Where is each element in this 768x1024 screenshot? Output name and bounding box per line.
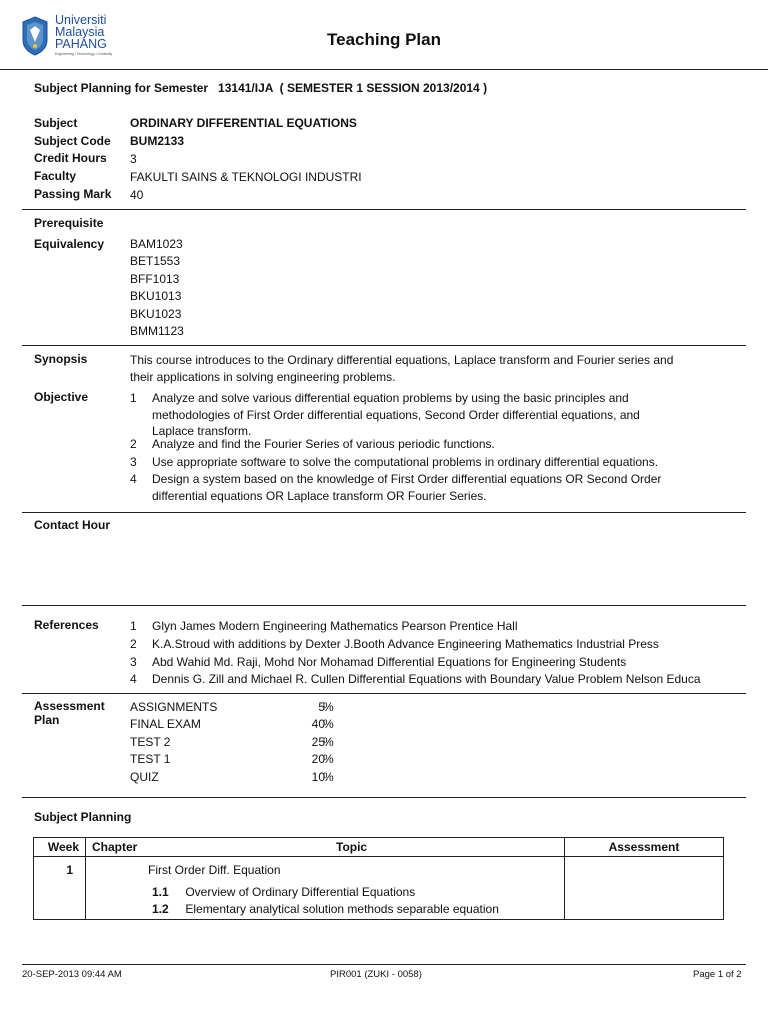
- synopsis-line: This course introduces to the Ordinary differential equations, Laplace transform and Fourier series and: [130, 353, 674, 367]
- assessment-plan-label: [34, 699, 105, 727]
- reference-number: 1: [130, 619, 137, 633]
- column-header-chapter-topic: [86, 838, 565, 857]
- synopsis-line: their applications in solving engineering problems.: [130, 369, 396, 384]
- reference-number: 2: [130, 637, 137, 651]
- table-row: [34, 857, 724, 920]
- references-label: References: [34, 618, 99, 632]
- objective-text: Analyze and find the Fourier Series of various periodic functions.: [152, 437, 495, 451]
- week-cell: 1: [34, 857, 86, 920]
- divider: [22, 345, 746, 346]
- faculty-value: FAKULTI SAINS & TEKNOLOGI INDUSTRI: [130, 170, 362, 184]
- assessment-percent: 25: [311, 735, 325, 749]
- synopsis-text: [130, 352, 730, 385]
- subject-planning-label: Subject Planning: [34, 810, 132, 824]
- subject-label: Subject: [34, 116, 78, 130]
- column-header-week: Week: [34, 838, 86, 857]
- logo-wordmark: Universiti Malaysia PAHANG: [55, 13, 107, 51]
- assessment-percent: 20: [311, 752, 325, 766]
- footer-page-number: Page 1 of 2: [693, 969, 742, 980]
- reference-number: 3: [130, 655, 137, 669]
- prerequisite-label: Prerequisite: [34, 216, 104, 230]
- contact-hour-label: Contact Hour: [34, 518, 110, 532]
- objective-line: methodologies of First Order differential equations, Second Order differential equations, and: [152, 407, 640, 422]
- topic-cell: [86, 857, 565, 920]
- footer-divider: [22, 964, 746, 965]
- reference-text: Dennis G. Zill and Michael R. Cullen Differential Equations with Boundary Value Problem Nelson Educa: [152, 672, 701, 686]
- assessment-percent: 40: [311, 717, 325, 731]
- reference-text: K.A.Stroud with additions by Dexter J.Booth Advance Engineering Mathematics Industrial Press: [152, 637, 659, 651]
- objective-number: 4: [130, 472, 137, 486]
- assessment-name: QUIZ: [130, 770, 159, 784]
- passing-mark-label: Passing Mark: [34, 187, 112, 201]
- faculty-label: Faculty: [34, 169, 77, 183]
- footer-doc-code: PIR001 (ZUKI - 0058): [330, 969, 422, 980]
- assessment-cell: [565, 857, 724, 920]
- assessment-name: TEST 2: [130, 735, 171, 749]
- assessment-name: FINAL EXAM: [130, 717, 201, 731]
- objective-line: Design a system based on the knowledge of First Order differential equations OR Second Order: [152, 472, 662, 486]
- divider: [22, 797, 746, 798]
- subtopic-number: 1.1: [152, 885, 169, 899]
- equivalency-label: Equivalency: [34, 237, 105, 251]
- passing-mark-value: 40: [130, 188, 144, 202]
- divider: [22, 693, 746, 694]
- assessment-label-line: Plan: [34, 713, 60, 727]
- equivalency-item: BKU1023: [130, 307, 182, 321]
- objective-number: 2: [130, 437, 137, 451]
- subject-code-label: Subject Code: [34, 134, 111, 148]
- divider: [22, 605, 746, 606]
- credit-hours-label: Credit Hours: [34, 151, 107, 165]
- assessment-unit: %: [323, 735, 334, 749]
- reference-text: Abd Wahid Md. Raji, Mohd Nor Mohamad Differential Equations for Engineering Students: [152, 655, 627, 669]
- subtopic-list: [148, 884, 564, 918]
- assessment-item: [130, 700, 334, 714]
- assessment-item: [130, 752, 334, 766]
- subject-value: ORDINARY DIFFERENTIAL EQUATIONS: [130, 116, 357, 130]
- table-header-row: [34, 838, 724, 857]
- logo-tagline: Engineering • Technology • Creativity: [55, 52, 113, 56]
- assessment-name: TEST 1: [130, 752, 171, 766]
- objective-number: 3: [130, 455, 137, 469]
- objective-line: Analyze and solve various differential equation problems by using the basic principles and: [152, 391, 629, 405]
- equivalency-item: BMM1123: [130, 324, 184, 338]
- column-header-chapter: Chapter: [92, 840, 138, 854]
- assessment-unit: %: [323, 717, 334, 731]
- subtopic-text: Overview of Ordinary Differential Equations: [185, 885, 416, 899]
- column-header-assessment: Assessment: [565, 838, 724, 857]
- document-title: Teaching Plan: [327, 30, 441, 49]
- subtopic-text: Elementary analytical solution methods separable equation: [185, 902, 499, 916]
- objective-label: Objective: [34, 390, 89, 404]
- assessment-item: [130, 717, 334, 731]
- assessment-unit: %: [323, 770, 334, 784]
- semester-line: Subject Planning for Semester 13141/IJA ( SEMESTER 1 SESSION 2013/2014 ): [34, 81, 488, 95]
- objective-number: 1: [130, 391, 137, 405]
- footer-datetime: 20-SEP-2013 09:44 AM: [22, 969, 122, 980]
- objective-line: differential equations OR Laplace transform OR Fourier Series.: [152, 488, 487, 503]
- equivalency-item: BET1553: [130, 254, 181, 268]
- subtopic-item: [148, 884, 564, 901]
- subject-planning-table: [33, 837, 724, 920]
- assessment-item: [130, 770, 334, 784]
- objective-text: [152, 390, 640, 440]
- subtopic-number: 1.2: [152, 902, 169, 916]
- page-header: [0, 0, 768, 70]
- assessment-item: [130, 735, 334, 749]
- assessment-unit: %: [323, 752, 334, 766]
- assessment-unit: %: [323, 700, 334, 714]
- credit-hours-value: 3: [130, 152, 137, 166]
- divider: [22, 209, 746, 210]
- subject-code-value: BUM2133: [130, 134, 185, 148]
- divider: [22, 512, 746, 513]
- chapter-title: First Order Diff. Equation: [148, 863, 281, 877]
- equivalency-item: BAM1023: [130, 237, 183, 251]
- objective-text: [152, 471, 661, 504]
- subtopic-item: [148, 901, 564, 918]
- reference-number: 4: [130, 672, 137, 686]
- assessment-percent: 10: [311, 770, 325, 784]
- assessment-label-line: Assessment: [34, 699, 105, 713]
- assessment-name: ASSIGNMENTS: [130, 700, 218, 714]
- equivalency-item: BKU1013: [130, 289, 182, 303]
- synopsis-label: Synopsis: [34, 352, 88, 366]
- column-header-topic: Topic: [336, 840, 368, 854]
- reference-text: Glyn James Modern Engineering Mathematics Pearson Prentice Hall: [152, 619, 518, 633]
- objective-line: Laplace transform.: [152, 424, 252, 438]
- equivalency-item: BFF1013: [130, 272, 180, 286]
- assessment-percent: 5: [318, 700, 325, 714]
- objective-text: Use appropriate software to solve the computational problems in ordinary differential equations.: [152, 455, 659, 469]
